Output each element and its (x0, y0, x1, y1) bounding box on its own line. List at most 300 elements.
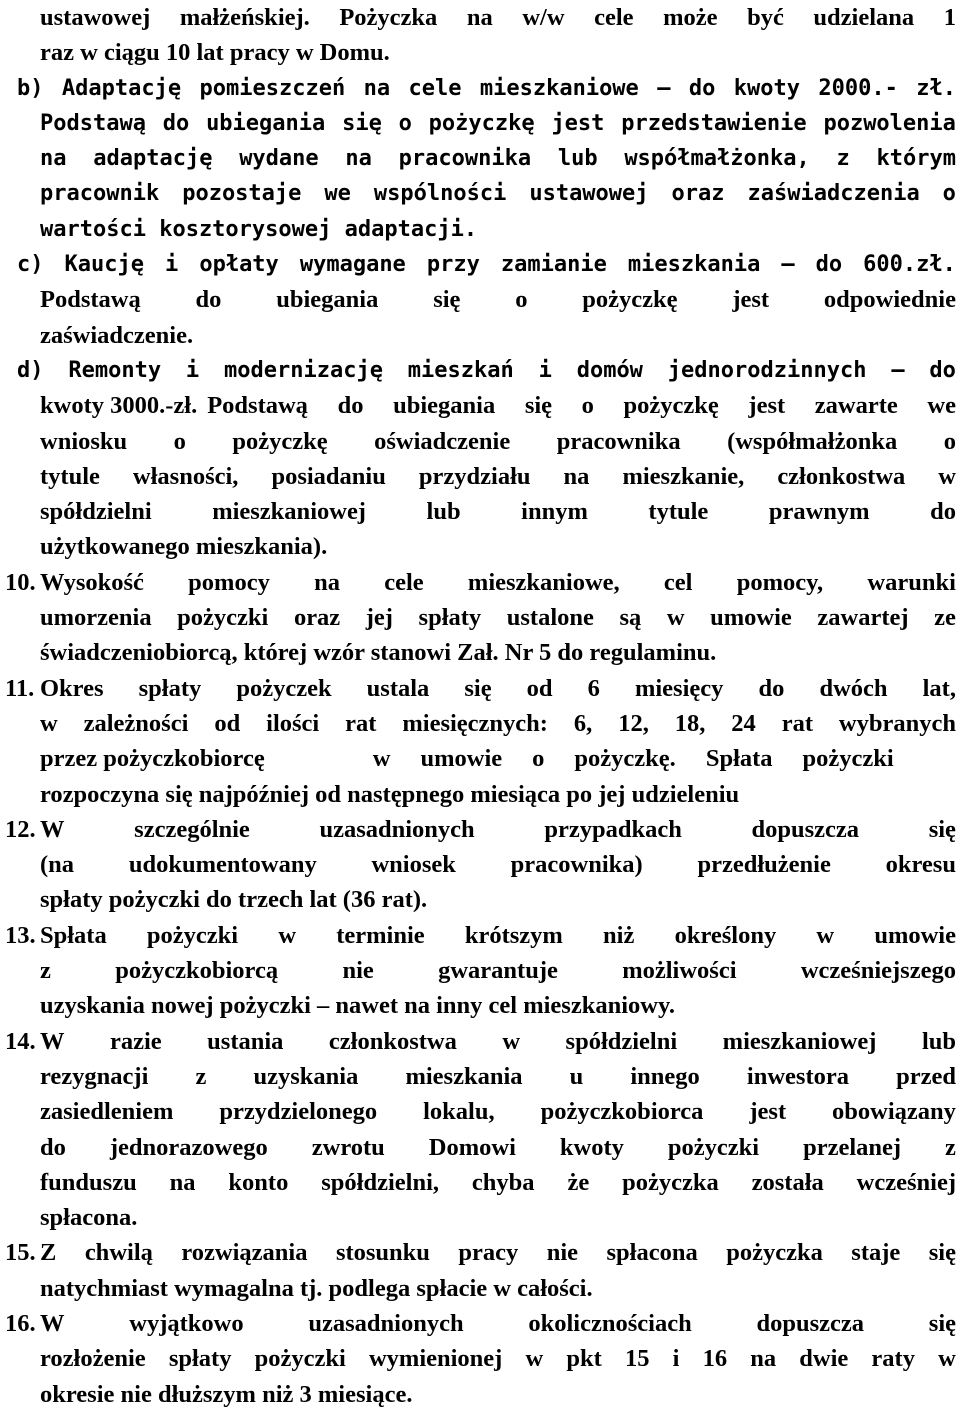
text-line (40, 388, 956, 423)
word: 1 (943, 4, 956, 31)
word: została (751, 1168, 824, 1196)
text-line (40, 812, 956, 847)
text-line: wartości kosztorysowej adaptacji. (40, 216, 478, 242)
word: małżeńskiej. (179, 4, 310, 31)
text-line (40, 1130, 956, 1165)
word: rozwiązania (181, 1239, 308, 1267)
word: 600.zł. (863, 252, 956, 278)
word: 16 (702, 1345, 728, 1373)
word: zawarte (814, 392, 898, 420)
word: jednorodzinnych (667, 357, 867, 383)
word: konto (228, 1168, 289, 1196)
word: dopuszcza (756, 1309, 865, 1337)
word: okolicznościach (528, 1309, 692, 1337)
word: wyjątkowo (129, 1309, 244, 1337)
word: Adaptację (61, 75, 182, 101)
word: ubiegania (393, 392, 496, 420)
word: do (40, 1133, 66, 1161)
list-item-d (17, 353, 956, 388)
list-item-number: 16. (5, 1309, 36, 1337)
list-item-number: 10. (5, 568, 36, 596)
list-item-number: 14. (5, 1027, 36, 1055)
text-line (40, 106, 956, 141)
word: Kaucję (64, 252, 145, 278)
word: – (781, 252, 795, 278)
text-line (40, 671, 956, 706)
word: domów (576, 357, 643, 383)
word: Podstawą (40, 110, 146, 136)
word: krótszym (464, 921, 563, 949)
word: mieszkań (407, 357, 514, 383)
text-line: zaświadczenie. (40, 321, 194, 349)
word: chwilą (84, 1239, 153, 1267)
word: własności, (132, 462, 239, 490)
word: mieszkaniowej (212, 498, 366, 526)
word: pożyczki (667, 1133, 760, 1161)
word: i (538, 357, 552, 383)
word: rat (345, 709, 377, 737)
word: razie (109, 1027, 162, 1055)
list-item-c (17, 247, 956, 282)
word: mieszkania (405, 1062, 523, 1090)
word: pożyczkę (623, 392, 719, 420)
word: z (836, 146, 850, 172)
word: że (567, 1168, 590, 1196)
word: jest (748, 392, 786, 420)
word: tytule (40, 462, 100, 490)
word: adaptację (93, 146, 213, 172)
word: do (688, 75, 716, 101)
word: się (342, 110, 382, 136)
word: i (185, 357, 200, 383)
word: pożyczka (726, 1239, 823, 1267)
word: inwestora (746, 1062, 849, 1090)
word: Podstawą (207, 392, 308, 420)
word: przydzielonego (219, 1098, 378, 1126)
word: d) (17, 357, 44, 383)
word: jest (749, 1098, 787, 1126)
list-item-15 (5, 1235, 956, 1306)
word: i (165, 252, 179, 278)
word: 6, (573, 709, 593, 737)
word: dwóch (819, 674, 888, 702)
text-fragment (373, 741, 894, 776)
word: uzasadnionych (319, 815, 475, 843)
word: wniosek (371, 851, 456, 879)
word: mieszkanie, (622, 462, 745, 490)
word: umowie (874, 921, 956, 949)
word: nie (342, 957, 374, 985)
text-line (40, 282, 956, 317)
word: Spłata (40, 921, 107, 949)
text-line (40, 141, 956, 176)
word: do (930, 498, 956, 526)
word: do (195, 286, 222, 314)
text-line (40, 600, 956, 635)
text-line (40, 953, 956, 988)
word: zamianie (500, 252, 607, 278)
word: umorzenia (40, 604, 152, 632)
word: którym (876, 146, 956, 172)
word: rat (781, 709, 813, 737)
word: od (214, 709, 241, 737)
word: spółdzielni (40, 498, 152, 526)
word: lub (426, 498, 461, 526)
text-line (40, 706, 956, 741)
word: pomocy, (736, 568, 824, 596)
word: pożyczki (254, 1345, 346, 1373)
word: do (162, 110, 190, 136)
word: do (337, 392, 364, 420)
text-line (40, 1165, 956, 1200)
word: we (927, 392, 956, 420)
word: się (524, 392, 553, 420)
list-item-number: 15. (5, 1239, 36, 1267)
text-line (40, 494, 956, 529)
word: współmałżonka, (624, 146, 810, 172)
text-line: raz w ciągu 10 lat pracy w Domu. (40, 39, 390, 67)
word: spłacona (606, 1239, 698, 1267)
word: warunki (867, 568, 956, 596)
word: opłaty (199, 252, 279, 278)
word: W (40, 1309, 65, 1337)
list-item-14 (5, 1024, 956, 1236)
word: być (747, 4, 784, 31)
word: spłaty (418, 604, 482, 632)
word: przedłużenie (697, 851, 831, 879)
word: pracy (458, 1239, 519, 1267)
word: jednorazowego (109, 1133, 268, 1161)
word: Z (40, 1239, 57, 1267)
list-item-number: 13. (5, 921, 36, 949)
word: pożyczki (177, 604, 269, 632)
word: uzasadnionych (308, 1309, 464, 1337)
word: posiadaniu (271, 462, 386, 490)
word: w (816, 921, 835, 949)
word: spłaty (168, 1345, 232, 1373)
word: szczególnie (134, 815, 250, 843)
word: 18, (674, 709, 706, 737)
word: modernizację (224, 357, 383, 383)
text-fragment: przez pożyczkobiorcę (40, 745, 265, 773)
word: przydziału (418, 462, 531, 490)
word: udzielana (813, 4, 915, 31)
word: ustania (207, 1027, 284, 1055)
word: do (929, 357, 956, 383)
text-line: użytkowanego mieszkania). (40, 533, 328, 561)
word: możliwości (622, 957, 737, 985)
word: na (314, 568, 340, 596)
word: 6 (587, 674, 600, 702)
word: obowiązany (832, 1098, 956, 1126)
text-line (40, 1235, 956, 1270)
word: przedstawienie (621, 110, 807, 136)
word: Pożyczka (339, 4, 438, 31)
word: zaświadczenia (747, 181, 920, 207)
word: jest (732, 286, 770, 314)
text-line (40, 424, 956, 459)
word: gwarantuje (438, 957, 558, 985)
word: dopuszcza (751, 815, 860, 843)
word: w (666, 604, 685, 632)
word: 24 (731, 709, 756, 737)
word: stosunku (335, 1239, 430, 1267)
word: wymienionej (368, 1345, 503, 1373)
word: do (815, 252, 843, 278)
list-item-b (17, 71, 956, 106)
word: o (581, 392, 594, 420)
text-line (40, 1094, 956, 1129)
word: Wysokość (40, 568, 144, 596)
text-line: rozpoczyna się najpóźniej od następnego miesiąca po jej udzieleniu (40, 780, 740, 808)
word: pkt (566, 1345, 602, 1373)
list-item-10 (5, 565, 956, 671)
word: w (40, 709, 58, 737)
word: na (40, 146, 67, 172)
word: pracownika (398, 146, 532, 172)
text-line (40, 0, 956, 35)
word: pomocy (188, 568, 270, 596)
word: W (40, 1027, 65, 1055)
word: rezygnacji (40, 1062, 149, 1090)
text-line (40, 847, 956, 882)
word: Domowi (428, 1133, 516, 1161)
word: nie (546, 1239, 579, 1267)
text-line (40, 459, 956, 494)
word: okresu (885, 851, 956, 879)
word: jest (551, 110, 605, 136)
word: – (657, 75, 671, 101)
word: funduszu (40, 1168, 137, 1196)
word: na (563, 462, 590, 490)
word: wymagane (299, 252, 406, 278)
word: uzyskania (253, 1062, 359, 1090)
text-line: okresie nie dłuższym niż 3 miesiące. (40, 1380, 413, 1408)
word: miesięcy (634, 674, 724, 702)
word: i (672, 1345, 680, 1373)
word: przy (426, 252, 480, 278)
text-line: uzyskania nowej pożyczki – nawet na inny cel mieszkaniowy. (40, 992, 675, 1020)
word: pożyczek (236, 674, 332, 702)
word: miesięcznych: (402, 709, 548, 737)
word: o (173, 427, 186, 455)
word: lokalu, (423, 1098, 495, 1126)
word: wniosku (40, 427, 128, 455)
word: o (942, 181, 956, 207)
word: na (169, 1168, 196, 1196)
word: we (324, 181, 351, 207)
word: spłaty (138, 674, 202, 702)
text-line (40, 918, 956, 953)
word: Okres (40, 674, 104, 702)
word: cele (408, 75, 462, 101)
word: Podstawą (40, 286, 141, 314)
word: z (195, 1062, 207, 1090)
word: zasiedleniem (40, 1098, 174, 1126)
word: mieszkania (627, 252, 761, 278)
word: wydane (239, 146, 319, 172)
word: udokumentowany (128, 851, 317, 879)
word: mieszkaniowej (722, 1027, 877, 1055)
word: ubiegania (206, 110, 326, 136)
word: o (398, 110, 412, 136)
word: pożyczki (802, 745, 894, 773)
word: ustala (366, 674, 430, 702)
text-fragment: kwoty 3000.-zł. (40, 392, 198, 420)
word: pożyczkę (428, 110, 535, 136)
word: 12, (618, 709, 649, 737)
word: na (750, 1345, 777, 1373)
word: ustawowej (40, 4, 151, 31)
word: oraz (293, 604, 341, 632)
word: staje (851, 1239, 901, 1267)
word: ustawowej (529, 181, 649, 207)
word: oraz (671, 181, 725, 207)
word: – (891, 357, 905, 383)
word: pomieszczeń (199, 75, 346, 101)
word: pożyczkę (232, 427, 328, 455)
word: w (502, 1027, 521, 1055)
word: oświadczenie (374, 427, 511, 455)
text-line: natychmiast wymagalna tj. podlega spłacie w całości. (40, 1274, 593, 1302)
text-line (40, 1059, 956, 1094)
word: się (433, 286, 461, 314)
text-line: spłaty pożyczki do trzech lat (36 rat). (40, 886, 428, 914)
word: cel (663, 568, 693, 596)
word: pozostaje (182, 181, 302, 207)
word: do (758, 674, 785, 702)
word: cele (384, 568, 424, 596)
word: rozłożenie (40, 1345, 146, 1373)
word: ustalone (506, 604, 594, 632)
word: może (663, 4, 718, 31)
word: raty (871, 1345, 915, 1373)
word: zależności (83, 709, 189, 737)
word: się (928, 1309, 956, 1337)
word: W (40, 815, 65, 843)
word: chyba (471, 1168, 535, 1196)
word: pożyczkobiorcą (115, 957, 279, 985)
list-item-number: 12. (5, 815, 36, 843)
word: umowie (710, 604, 792, 632)
word: w (938, 1345, 956, 1373)
word: ze (934, 604, 956, 632)
word: na (345, 146, 372, 172)
word: tytule (648, 498, 709, 526)
word: pożyczkobiorca (540, 1098, 704, 1126)
word: pracownik (40, 181, 160, 207)
word: w (278, 921, 297, 949)
text-line: spłacona. (40, 1204, 138, 1232)
word: się (464, 674, 492, 702)
text-fragment (207, 388, 956, 423)
word: kwoty (733, 75, 800, 101)
word: członkostwa (777, 462, 906, 490)
word: wcześniejszego (800, 957, 956, 985)
word: c) (17, 252, 44, 278)
word: lat, (922, 674, 956, 702)
word: w (372, 745, 391, 773)
list-item-12 (5, 812, 956, 918)
word: określony (674, 921, 777, 949)
word: cele (594, 4, 634, 31)
word: o (515, 286, 528, 314)
word: przypadkach (544, 815, 682, 843)
word: zawartej (817, 604, 909, 632)
word: 2000.- (818, 75, 898, 101)
word: u (569, 1062, 584, 1090)
word: członkostwa (328, 1027, 457, 1055)
word: od (526, 674, 553, 702)
word: wcześniej (856, 1168, 956, 1196)
list-item-number: 11. (5, 674, 35, 702)
word: (współmałżonka (727, 427, 898, 455)
word: na (363, 75, 391, 101)
text-line (40, 1024, 956, 1059)
word: przelanej (803, 1133, 902, 1161)
list-item-13 (5, 918, 956, 1024)
word: wspólności (373, 181, 507, 207)
text-line (40, 565, 956, 600)
word: odpowiednie (823, 286, 956, 314)
word: w (938, 462, 956, 490)
word: innym (521, 498, 588, 526)
numbered-list (5, 565, 956, 1412)
word: pożyczka (622, 1168, 719, 1196)
word: w (525, 1345, 544, 1373)
list-item-11 (5, 671, 956, 812)
text-line (40, 741, 956, 776)
word: mieszkaniowe (479, 75, 639, 101)
word: z (40, 957, 51, 985)
word: zł. (916, 75, 956, 101)
word: wybranych (838, 709, 956, 737)
word: jej (365, 604, 393, 632)
word: o (943, 427, 956, 455)
word: się (928, 1239, 956, 1267)
word: terminie (336, 921, 425, 949)
word: w/w (522, 4, 565, 31)
word: niż (603, 921, 635, 949)
word: lub (921, 1027, 956, 1055)
word: na (466, 4, 493, 31)
word: dwie (799, 1345, 849, 1373)
word: b) (17, 75, 44, 101)
word: (na (40, 851, 75, 879)
word: pożyczkę. (574, 745, 676, 773)
word: innego (630, 1062, 700, 1090)
word: Spłata (705, 745, 773, 773)
text-line: świadczeniobiorcą, której wzór stanowi Zał. Nr 5 do regulaminu. (40, 639, 717, 667)
word: spółdzielni (565, 1027, 678, 1055)
word: pozwolenia (823, 110, 956, 136)
word: ilości (266, 709, 320, 737)
word: przed (896, 1062, 956, 1090)
text-line (40, 176, 956, 211)
word: 15 (624, 1345, 650, 1373)
word: kwoty (559, 1133, 624, 1161)
word: mieszkaniowe, (467, 568, 620, 596)
word: ubiegania (276, 286, 379, 314)
word: prawnym (768, 498, 870, 526)
word: spółdzielni, (321, 1168, 439, 1196)
word: pożyczki (146, 921, 239, 949)
word: zwrotu (311, 1133, 385, 1161)
text-line (40, 1306, 956, 1341)
word: się (928, 815, 956, 843)
word: lub (557, 146, 598, 172)
word: są (619, 604, 642, 632)
